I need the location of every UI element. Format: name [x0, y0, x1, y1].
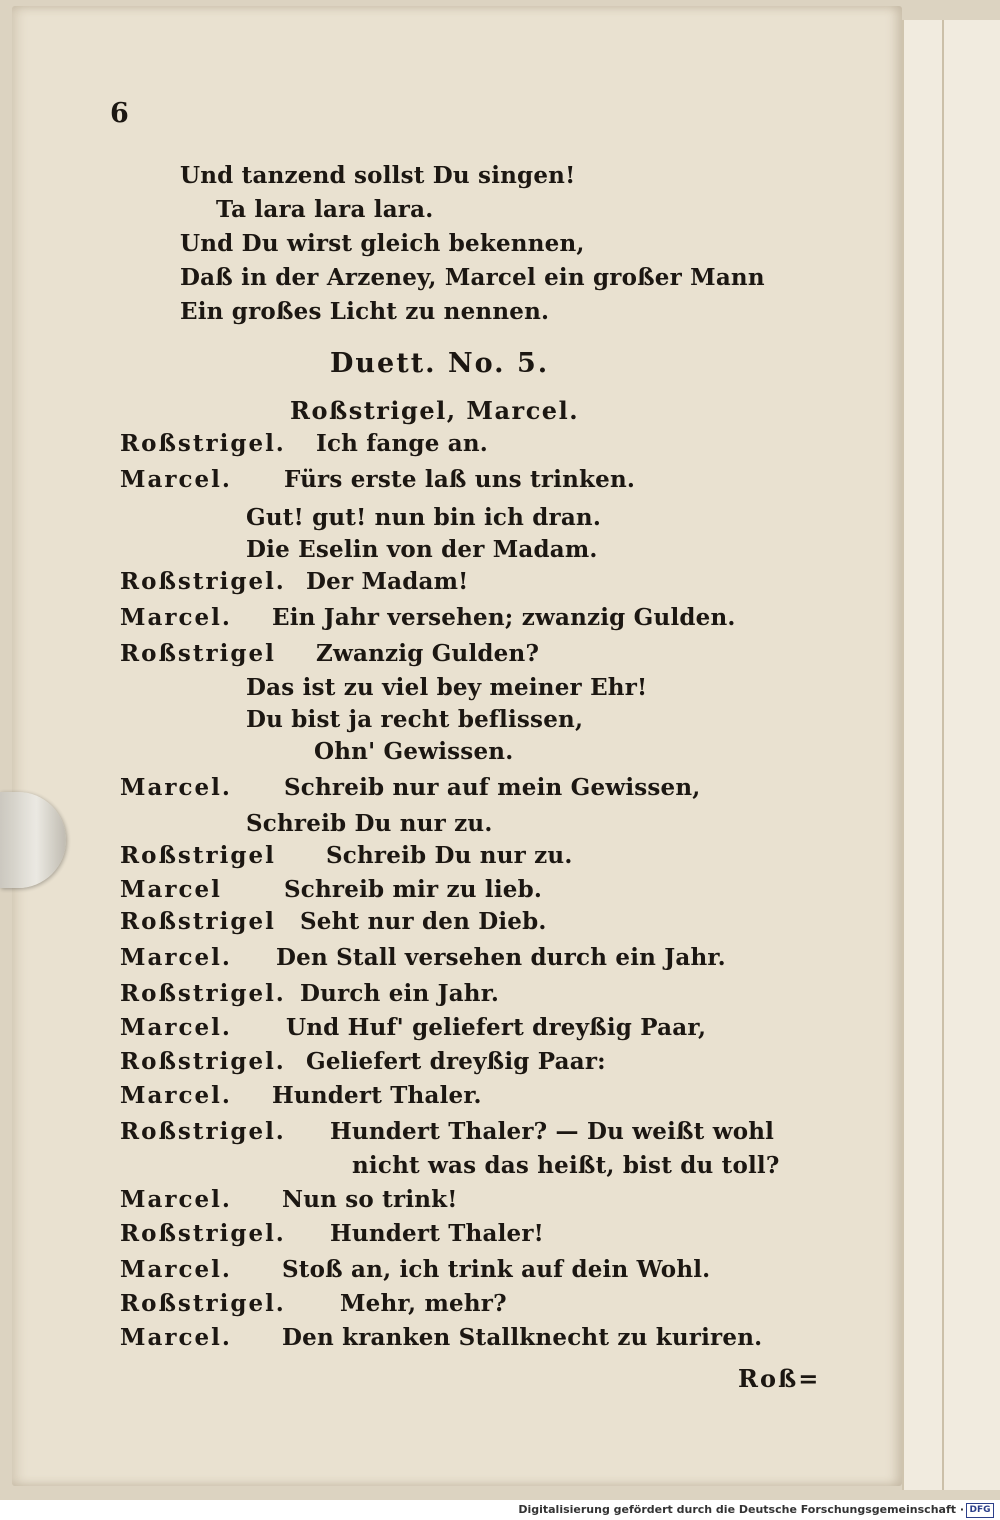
speaker-label: Marcel. — [120, 1186, 232, 1213]
verse-line: Und tanzend sollst Du singen! — [180, 162, 576, 189]
speaker-label: Roßstrigel — [120, 842, 276, 869]
dialogue-text: Schreib Du nur zu. — [326, 842, 573, 869]
verse-line: Daß in der Arzeney, Marcel ein großer Mann — [180, 264, 765, 291]
dialogue-text: Nun so trink! — [282, 1186, 458, 1213]
speaker-label: Roßstrigel — [120, 640, 276, 667]
dialogue-text: Ein Jahr versehen; zwanzig Gulden. — [272, 604, 736, 631]
dialogue-text: Hundert Thaler. — [272, 1082, 482, 1109]
speaker-label: Marcel. — [120, 1256, 232, 1283]
character-list: Roßstrigel, Marcel. — [290, 396, 580, 425]
dialogue-text: Schreib nur auf mein Gewissen, — [284, 774, 701, 801]
footer-credit[interactable]: Digitalisierung gefördert durch die Deutsche Forschungsgemeinschaft · — [518, 1503, 964, 1516]
dialogue-text: Fürs erste laß uns trinken. — [284, 466, 636, 493]
verse-line: Und Du wirst gleich bekennen, — [180, 230, 585, 257]
speaker-label: Marcel. — [120, 466, 232, 493]
speaker-label: Marcel — [120, 876, 222, 903]
verse-line: Ta lara lara lara. — [216, 196, 434, 223]
dialogue-text: Den kranken Stallknecht zu kuriren. — [282, 1324, 763, 1351]
dialogue-text: Gut! gut! nun bin ich dran. — [246, 504, 602, 531]
dialogue-text: Durch ein Jahr. — [300, 980, 500, 1007]
next-page-edge — [902, 20, 1000, 1490]
speaker-label: Marcel. — [120, 1014, 232, 1041]
dialogue-text: Ohn' Gewissen. — [314, 738, 514, 765]
footer-bar — [0, 1500, 1000, 1520]
speaker-label: Roßstrigel. — [120, 980, 286, 1007]
speaker-label: Roßstrigel. — [120, 568, 286, 595]
dialogue-text: Zwanzig Gulden? — [316, 640, 540, 667]
dialogue-text: Du bist ja recht beflissen, — [246, 706, 584, 733]
speaker-label: Roßstrigel. — [120, 1118, 286, 1145]
speaker-label: Roßstrigel — [120, 908, 276, 935]
speaker-label: Roßstrigel. — [120, 1290, 286, 1317]
edge-line — [942, 20, 944, 1490]
dialogue-text: Geliefert dreyßig Paar: — [306, 1048, 606, 1075]
dialogue-text: Der Madam! — [306, 568, 469, 595]
speaker-label: Marcel. — [120, 604, 232, 631]
speaker-label: Marcel. — [120, 944, 232, 971]
dialogue-text: Schreib mir zu lieb. — [284, 876, 543, 903]
dialogue-text: Und Huf' geliefert dreyßig Paar, — [286, 1014, 707, 1041]
dialogue-text: Schreib Du nur zu. — [246, 810, 493, 837]
dfg-logo-icon[interactable]: DFG — [966, 1503, 994, 1518]
speaker-label: Marcel. — [120, 1324, 232, 1351]
dialogue-text: Seht nur den Dieb. — [300, 908, 547, 935]
verse-line: Ein großes Licht zu nennen. — [180, 298, 550, 325]
dialogue-text: Das ist zu viel bey meiner Ehr! — [246, 674, 648, 701]
section-heading: Duett. No. 5. — [330, 348, 550, 379]
dialogue-text: Hundert Thaler! — [330, 1220, 544, 1247]
dialogue-text: Hundert Thaler? — Du weißt wohl — [330, 1118, 775, 1145]
dialogue-text: Die Eselin von der Madam. — [246, 536, 598, 563]
dialogue-text: Ich fange an. — [316, 430, 488, 457]
speaker-label: Marcel. — [120, 1082, 232, 1109]
speaker-label: Roßstrigel. — [120, 1048, 286, 1075]
speaker-label: Roßstrigel. — [120, 1220, 286, 1247]
speaker-label: Roßstrigel. — [120, 430, 286, 457]
speaker-label: Marcel. — [120, 774, 232, 801]
page-number: 6 — [110, 98, 129, 129]
dialogue-text: Mehr, mehr? — [340, 1290, 507, 1317]
catchword: Roß= — [738, 1364, 821, 1393]
dialogue-text: Stoß an, ich trink auf dein Wohl. — [282, 1256, 711, 1283]
dialogue-text: Den Stall versehen durch ein Jahr. — [276, 944, 726, 971]
dialogue-text: nicht was das heißt, bist du toll? — [352, 1152, 780, 1179]
